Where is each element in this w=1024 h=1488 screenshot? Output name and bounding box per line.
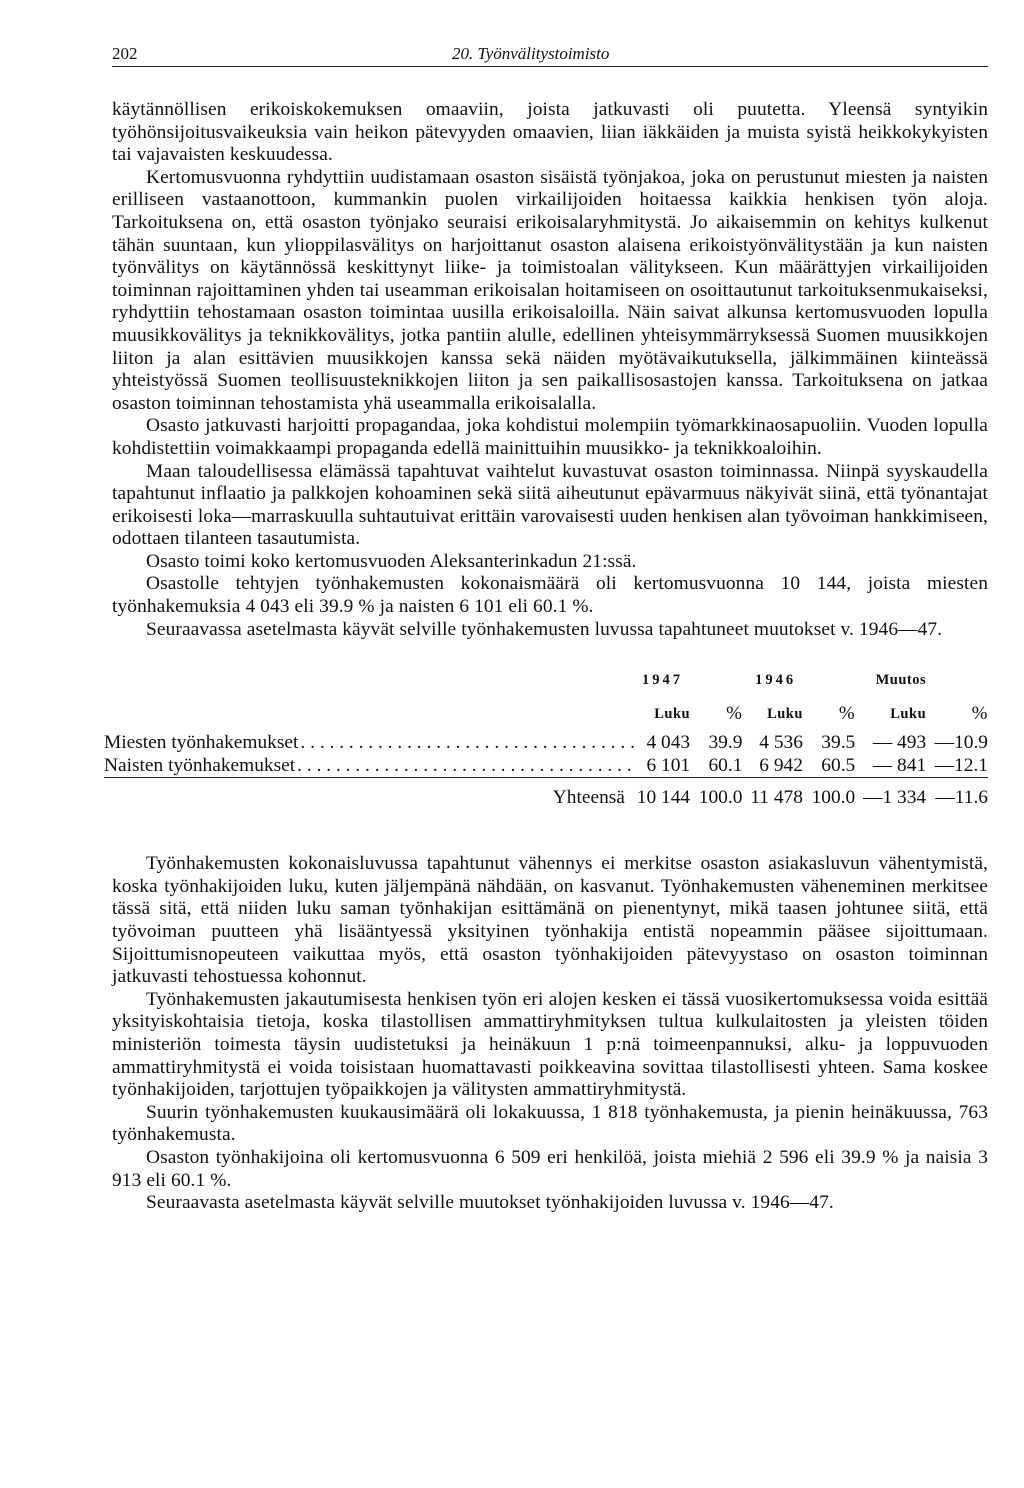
- sub-header: %: [838, 703, 856, 725]
- page-header: [112, 40, 988, 67]
- paragraph: Osasto toimi koko kertomusvuoden Aleksanterinkadun 21:ssä.: [146, 550, 637, 572]
- year-header-1946: 1946: [755, 671, 797, 688]
- paragraph: Osastolle tehtyjen työnhakemusten kokonaismäärä oli kertomusvuonna 10 144, joista miesten työnhakemuksia 4 043 eli 39.9 % ja naisten 6 101 eli 60.1 %.: [112, 573, 988, 618]
- paragraph: Kertomusvuonna ryhdyttiin uudistamaan osaston sisäistä työnjakoa, joka on perustunut miesten ja naisten erilliseen vastaanottoon, kummankin puolen virkailijoiden hoitaessa kaikkia henkisen työn aloja. Tarkoituksena on, että osaston työnjako seuraisi erikoisalaryhmitystä. Jo aikaisemmin on kehitys kulkenut tähän suuntaan, kun ylioppilasvälitys on harjoittanut osaston alaisena erikoistyönvälitystään ja kun naisten työnvälitys on käytännössä keskittynyt liike- ja toimistoalan välitykseen. Kun määrättyjen virkailijoiden toiminnan rajoittaminen yhden tai useamman erikoisalan hoitamiseen on osoittautunut tarkoituksenmukaiseksi, ryhdyttiin tehostamaan osaston toimintaa uusilla erikoisaloilla. Näin saivat alkunsa kertomusvuoden lopulla muusikkovälitys ja teknikkovälitys, jotka pantiin alulle, edellinen yhteisymmärryksessä Suomen muusikkojen liiton ja alan esittävien muusikkojen kanssa sekä näiden myötävaikutuksella, jälkimmäinen kiinteässä yhteistyössä Suomen teollisuusteknikkojen liiton ja sen paikallisosastojen kanssa. Tarkoituksena on jatkaa osaston toiminnan tehostamista yhä useammalla erikoisalalla.: [112, 166, 988, 414]
- table-cell: 39.5: [821, 731, 856, 753]
- table-cell: —10.9: [934, 731, 988, 753]
- sub-header: Luku: [767, 705, 803, 722]
- year-header-1947: 1947: [642, 671, 684, 688]
- body-text: [104, 99, 988, 1215]
- table-total-row: [104, 778, 988, 810]
- table-cell: — 493: [872, 731, 927, 753]
- table-cell: 60.5: [821, 754, 856, 776]
- paragraph: käytännöllisen erikoiskokemuksen omaaviin, joista jatkuvasti oli puutetta. Yleensä syntyikin työhönsijoitusvaikeuksia vain heikon pätevyyden omaavien, liian iäkkäiden ja muista syistä heikkokykyisten tai vajavaisten keskuudessa.: [112, 99, 988, 166]
- sub-header: %: [726, 703, 743, 725]
- paragraph: Työnhakemusten kokonaisluvussa tapahtunut vähennys ei merkitse osaston asiakasluvun vähentymistä, koska työnhakijoiden luku, kuten jäljempänä nähdään, on kasvanut. Työnhakemusten väheneminen merkitsee tässä sitä, että niiden luku saman työnhakijan esittämänä on pienentynyt, mikä taasen johtunee siitä, että työvoiman puutteen yhä lisääntyessä yksityinen työnhakija entistä nopeammin pääsee sijoittumaan. Sijoittumisnopeuteen vaikuttaa myös, että osaston työnhakijoiden pätevyystaso on osaston toiminnan jatkuvasti tehostuessa kohonnut.: [112, 853, 988, 988]
- table-row: [104, 731, 988, 754]
- table-sub-header-row: [104, 697, 988, 731]
- table-row: [104, 754, 988, 778]
- table-cell: 4 043: [646, 731, 691, 753]
- table-cell: 6 942: [759, 754, 803, 776]
- paragraph: Suurin työnhakemusten kuukausimäärä oli lokakuussa, 1 818 työnhakemusta, ja pienin heinäkuussa, 763 työnhakemusta.: [112, 1101, 988, 1146]
- table-cell: —11.6: [935, 786, 988, 808]
- table-cell: —12.1: [934, 754, 988, 776]
- row-label: Naisten työnhakemukset: [104, 754, 296, 776]
- table-cell: — 841: [872, 754, 927, 776]
- document-page: [104, 40, 988, 1215]
- paragraph: Seuraavasta asetelmasta käyvät selville muutokset työnhakijoiden luvussa v. 1946—47.: [146, 1192, 834, 1214]
- row-label: Miesten työnhakemukset: [104, 731, 299, 753]
- table-cell: 6 101: [646, 754, 691, 776]
- table-cell: 11 478: [750, 786, 803, 808]
- table-cell: 100.0: [811, 786, 856, 808]
- total-label: Yhteensä: [552, 786, 625, 808]
- sub-header: Luku: [890, 705, 927, 722]
- table-cell: 10 144: [636, 786, 691, 808]
- table-cell: 60.1: [708, 754, 743, 776]
- table-cell: 4 536: [759, 731, 803, 753]
- table-cell: —1 334: [863, 786, 927, 808]
- page-number: 202: [112, 44, 138, 63]
- paragraph: Osaston työnhakijoina oli kertomusvuonna 6 509 eri henkilöä, joista miehiä 2 596 eli 39.9 % ja naisia 3 913 eli 60.1 %.: [112, 1146, 988, 1191]
- sub-header: Luku: [654, 705, 691, 722]
- running-title: 20. Työnvälitystoimisto: [452, 44, 610, 63]
- paragraph: Seuraavassa asetelmasta käyvät selville työnhakemusten luvussa tapahtuneet muutokset v. 1946—47.: [146, 618, 943, 640]
- statistics-table: [104, 663, 988, 809]
- paragraph: Maan taloudellisessa elämässä tapahtuvat vaihtelut kuvastuvat osaston toiminnassa. Niinpä syyskaudella tapahtunut inflaatio ja palkkojen kohoaminen sekä siitä aiheutunut epävarmuus näkyivät siinä, että työnantajat erikoisesti loka—marraskuulla suhtautuivat erittäin varovaisesti uuden henkisen alan työvoiman hankkimiseen, odottaen tilanteen tasautumista.: [112, 460, 988, 550]
- sub-header: %: [971, 703, 988, 725]
- table-cell: 100.0: [698, 786, 743, 808]
- table-year-header-row: [104, 663, 988, 697]
- change-header: Muutos: [875, 671, 927, 688]
- table-cell: 39.9: [708, 731, 743, 753]
- paragraph: Työnhakemusten jakautumisesta henkisen työn eri alojen kesken ei tässä vuosikertomuksessa voida esittää yksityiskohtaisia tietoja, koska tilastollisen ammattiryhmityksen tultua kulkulaitosten ja yleisten töiden ministeriön toimesta täysin uudistetuksi ja heinäkuun 1 p:nä toimeenpannuksi, alku- ja loppuvuoden ammattiryhmitystä ei voida toisistaan huomattavasti poikkeavina sovittaa tilastollisesti yhteen. Sama koskee työnhakijoiden, tarjottujen työpaikkojen ja välitysten ammattiryhmitystä.: [112, 988, 988, 1101]
- paragraph: Osasto jatkuvasti harjoitti propagandaa, joka kohdistui molempiin työmarkkinaosapuoliin. Vuoden lopulla kohdistettiin voimakkaampi propaganda edellä mainittuihin muusikko- ja teknikkoaloihin.: [112, 415, 988, 459]
